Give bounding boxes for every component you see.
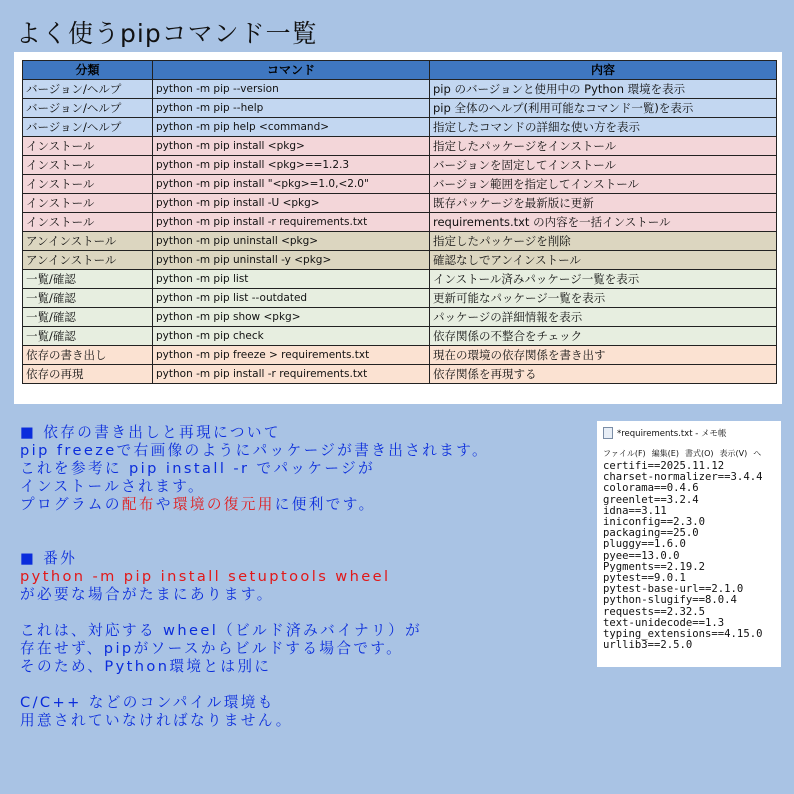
highlight-text: 環境の復元用 <box>172 496 275 513</box>
section2-line: 用意されていなければなりません。 <box>20 712 293 729</box>
section2-line: 存在せず、pipがソースからビルドする場合です。 <box>20 640 404 657</box>
notepad-menu-file[interactable]: ファイル(F) <box>603 448 646 458</box>
notepad-titlebar <box>597 421 781 445</box>
cell-description: 依存関係の不整合をチェック <box>430 327 777 346</box>
cell-command: python -m pip check <box>153 327 430 346</box>
cell-category: 一覧/確認 <box>23 270 153 289</box>
section2-line: これは、対応する wheel（ビルド済みバイナリ）が <box>20 622 423 639</box>
table-row <box>23 232 777 251</box>
cell-command: python -m pip install -U <pkg> <box>153 194 430 213</box>
table-row <box>23 99 777 118</box>
cell-command: python -m pip install <pkg> <box>153 137 430 156</box>
cell-command: python -m pip install -r requirements.txt <box>153 365 430 384</box>
cell-description: requirements.txt の内容を一括インストール <box>430 213 777 232</box>
notepad-line: charset-normalizer==3.4.4 <box>603 471 763 484</box>
text-segment: プログラムの <box>20 496 122 513</box>
table-row <box>23 308 777 327</box>
notepad-line: pluggy==1.6.0 <box>603 538 686 551</box>
section2-line: が必要な場合がたまにあります。 <box>20 586 274 603</box>
section2-line: C/C++ などのコンパイル環境も <box>20 694 275 711</box>
cell-command: python -m pip install "<pkg>=1.0,<2.0" <box>153 175 430 194</box>
table-row <box>23 194 777 213</box>
section2-command: python -m pip install setuptools wheel <box>20 568 391 585</box>
cell-description: インストール済みパッケージ一覧を表示 <box>430 270 777 289</box>
cell-command: python -m pip install <pkg>==1.2.3 <box>153 156 430 175</box>
highlight-text: 配布 <box>121 496 156 513</box>
pip-command-table <box>22 60 777 384</box>
notepad-line: pytest==9.0.1 <box>603 572 686 585</box>
cell-description: 既存パッケージを最新版に更新 <box>430 194 777 213</box>
table-row <box>23 213 777 232</box>
notepad-menu-view[interactable]: 表示(V) <box>719 448 748 458</box>
cell-command: python -m pip install -r requirements.txt <box>153 213 430 232</box>
header-category: 分類 <box>23 61 153 80</box>
section1-line: pip freezeで右画像のようにパッケージが書き出されます。 <box>20 442 490 459</box>
cell-command: python -m pip list --outdated <box>153 289 430 308</box>
table-row <box>23 270 777 289</box>
notepad-menubar <box>597 445 781 461</box>
cell-command: python -m pip --help <box>153 99 430 118</box>
cell-description: 指定したパッケージをインストール <box>430 137 777 156</box>
notepad-line: Pygments==2.19.2 <box>603 560 706 573</box>
table-row <box>23 251 777 270</box>
cell-command: python -m pip show <pkg> <box>153 308 430 327</box>
notepad-line: greenlet==3.2.4 <box>603 493 699 506</box>
notepad-line: idna==3.11 <box>603 504 667 517</box>
cell-description: パッケージの詳細情報を表示 <box>430 308 777 327</box>
notepad-menu-help[interactable]: ヘ <box>753 448 762 458</box>
cell-category: アンインストール <box>23 232 153 251</box>
cell-command: python -m pip help <command> <box>153 118 430 137</box>
notepad-line: typing_extensions==4.15.0 <box>603 628 763 641</box>
cell-command: python -m pip --version <box>153 80 430 99</box>
cell-description: バージョンを固定してインストール <box>430 156 777 175</box>
notepad-line: urllib3==2.5.0 <box>603 639 693 652</box>
header-command: コマンド <box>153 61 430 80</box>
section1-heading: ■ 依存の書き出しと再現について <box>20 424 281 441</box>
table-row <box>23 175 777 194</box>
cell-description: pip 全体のヘルプ(利用可能なコマンド一覧)を表示 <box>430 99 777 118</box>
notes-section <box>20 424 489 730</box>
notepad-line: packaging==25.0 <box>603 527 699 540</box>
section1-line <box>20 496 489 514</box>
cell-category: インストール <box>23 156 153 175</box>
notepad-title: *requirements.txt - メモ帳 <box>617 429 727 439</box>
pip-command-table-panel <box>14 52 782 404</box>
cell-category: インストール <box>23 194 153 213</box>
notepad-line: python-slugify==8.0.4 <box>603 594 737 607</box>
cell-command: python -m pip uninstall -y <pkg> <box>153 251 430 270</box>
cell-category: バージョン/ヘルプ <box>23 99 153 118</box>
cell-category: アンインストール <box>23 251 153 270</box>
cell-description: 現在の環境の依存関係を書き出す <box>430 346 777 365</box>
notepad-line: colorama==0.4.6 <box>603 482 699 495</box>
cell-command: python -m pip uninstall <pkg> <box>153 232 430 251</box>
header-description: 内容 <box>430 61 777 80</box>
notepad-line: pyee==13.0.0 <box>603 549 680 562</box>
cell-category: 一覧/確認 <box>23 327 153 346</box>
table-row <box>23 365 777 384</box>
table-body <box>23 80 777 384</box>
notepad-menu-format[interactable]: 書式(O) <box>684 448 714 458</box>
section1-line: これを参考に pip install -r でパッケージが <box>20 460 376 477</box>
cell-category: 一覧/確認 <box>23 289 153 308</box>
cell-description: pip のバージョンと使用中の Python 環境を表示 <box>430 80 777 99</box>
table-row <box>23 80 777 99</box>
cell-description: 更新可能なパッケージ一覧を表示 <box>430 289 777 308</box>
cell-category: 依存の書き出し <box>23 346 153 365</box>
table-row <box>23 327 777 346</box>
cell-category: インストール <box>23 175 153 194</box>
table-row <box>23 156 777 175</box>
notepad-icon <box>603 427 613 439</box>
section1-line: インストールされます。 <box>20 478 206 495</box>
notepad-line: pytest-base-url==2.1.0 <box>603 583 744 596</box>
cell-category: 依存の再現 <box>23 365 153 384</box>
cell-description: 確認なしでアンインストール <box>430 251 777 270</box>
section2-line: そのため、Python環境とは別に <box>20 658 272 675</box>
cell-command: python -m pip freeze > requirements.txt <box>153 346 430 365</box>
cell-category: 一覧/確認 <box>23 308 153 327</box>
cell-category: インストール <box>23 213 153 232</box>
cell-description: バージョン範囲を指定してインストール <box>430 175 777 194</box>
section2-heading: ■ 番外 <box>20 550 78 567</box>
table-row <box>23 137 777 156</box>
table-row <box>23 346 777 365</box>
cell-category: バージョン/ヘルプ <box>23 118 153 137</box>
notepad-line: certifi==2025.11.12 <box>603 460 725 472</box>
notepad-screenshot <box>597 421 781 667</box>
text-segment: や <box>155 496 173 513</box>
cell-category: インストール <box>23 137 153 156</box>
cell-category: バージョン/ヘルプ <box>23 80 153 99</box>
cell-description: 依存関係を再現する <box>430 365 777 384</box>
notepad-menu-edit[interactable]: 編集(E) <box>651 448 679 458</box>
table-row <box>23 118 777 137</box>
cell-description: 指定したパッケージを削除 <box>430 232 777 251</box>
table-row <box>23 289 777 308</box>
table-header-row <box>23 61 777 80</box>
page-title: よく使うpipコマンド一覧 <box>16 19 318 48</box>
cell-command: python -m pip list <box>153 270 430 289</box>
notepad-line: requests==2.32.5 <box>603 605 706 618</box>
notepad-text-area[interactable] <box>597 461 781 651</box>
text-segment: に便利です。 <box>274 496 376 513</box>
notepad-line: text-unidecode==1.3 <box>603 616 725 629</box>
notepad-line: iniconfig==2.3.0 <box>603 516 706 529</box>
cell-description: 指定したコマンドの詳細な使い方を表示 <box>430 118 777 137</box>
